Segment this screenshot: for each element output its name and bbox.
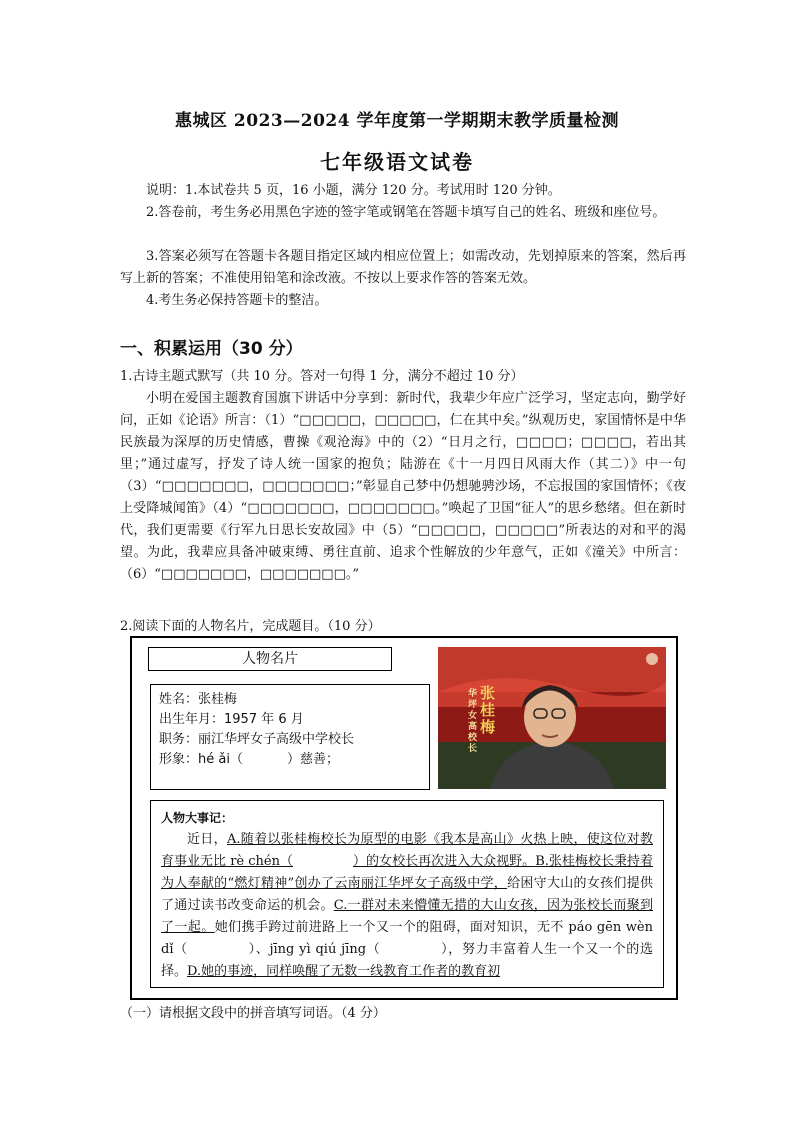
events-mid4: ），努力丰富着人生一个又一个的选择。 (161, 942, 653, 979)
look-prefix: 形象：hé ǎi（ (159, 752, 243, 767)
events-intro: 近日， (187, 832, 227, 847)
photo-caption: 华坪女高校长 (468, 689, 478, 754)
sentence-a: A.随着以张桂梅校长为原型的电影《我本是高山》火热上映，使这位对教育事业无比 rè chén（ (161, 832, 653, 869)
events-mid2: 她们携手跨过前进路上一个又一个的阻碍，面对知识，无不 páo gēn wèn dǐ（ (161, 920, 653, 957)
sentence-b: B.张桂梅校长秉持着为人奉献的“燃灯精神”创办了云南丽江华坪女子高级中学， (161, 854, 653, 891)
sentence-c: C.一群对未来懵懂无措的大山女孩，因为张校长而聚到了一起。 (161, 898, 653, 935)
exam-subtitle: 七年级语文试卷 (320, 150, 474, 174)
photo-name: 张桂梅 (480, 684, 496, 736)
events-title: 人物大事记： (161, 811, 234, 825)
portrait-photo (438, 647, 666, 789)
instruction-2: 2.答卷前，考生务必用黑色字迹的签字笔或钢笔在答题卡填写自己的姓名、班级和座位号。 (146, 205, 666, 220)
person-info-box (150, 684, 430, 790)
events-mid: 给困守大山的女孩们提供了通过读书改变命运的机会。 (161, 876, 653, 913)
sentence-d: D.她的事迹，同样唤醒了无数一线教育工作者的教育初 (187, 964, 501, 979)
sub-question-1: （一）请根据文段中的拼音填写词语。（4 分） (120, 1006, 386, 1021)
instruction-3: 3.答案必须写在答题卡各题目指定区域内相应位置上；如需改动，先划掉原来的答案，然后再写上新的答案；不准使用铅笔和涂改液。不按以上要求作答的答案无效。 (120, 249, 686, 286)
person-name: 姓名：张桂梅 (159, 692, 238, 707)
card-title: 人物名片 (148, 647, 392, 671)
look-suffix: ）慈善； (286, 752, 339, 767)
instruction-1: 说明：1.本试卷共 5 页，16 小题，满分 120 分。考试用时 120 分钟。 (146, 183, 561, 198)
events-text (161, 829, 653, 983)
question-2-title: 2.阅读下面的人物名片，完成题目。（10 分） (120, 619, 381, 634)
question-1-title: 1.古诗主题式默写（共 10 分。答对一句得 1 分，满分不超过 10 分） (120, 369, 524, 384)
question-1-body: 小明在爱国主题教育国旗下讲话中分享到：新时代，我辈少年应广泛学习，坚定志向，勤学好问，正如《论语》所言：（1）“□□□□□，□□□□□，仁在其中矣。”纵观历史，家国情怀是中华民族最为深厚的历史情感，曹操《观沧海》中的（2）“日月之行，□□□□；□□□□，若出其里；”通过虚写，抒发了诗人统一国家的抱负；陆游在《十一月四日风雨大作（其二）》中一句（3）“□□□□□□□，□□□□□□□；”彰显自己梦中仍想驰骋沙场，不忘报国的家国情怀；《夜上受降城闻笛》（4）“□□□□□□□，□□□□□□□。”唤起了卫国“征人”的思乡愁绪。但在新时代，我们更需要《行军九日思长安故园》中（5）“□□□□□，□□□□□”所表达的对和平的渴望。为此，我辈应具备冲破束缚、勇往直前、追求个性解放的少年意气，正如《潼关》中所言：（6）“□□□□□□□，□□□□□□□。” (120, 391, 686, 582)
person-look (159, 750, 421, 770)
instruction-4: 4.考生务必保持答题卡的整洁。 (146, 293, 328, 308)
sentence-a-end: ）的女校长再次进入大众视野。 (353, 854, 536, 869)
exam-title: 惠城区 2023—2024 学年度第一学期期末教学质量检测 (175, 111, 619, 131)
section-heading: 一、积累运用（30 分） (120, 339, 303, 359)
person-birth: 出生年月：1957 年 6 月 (159, 712, 304, 727)
events-box (150, 800, 664, 988)
person-job: 职务：丽江华坪女子高级中学校长 (159, 732, 355, 747)
events-mid3: ）、jīng yì qiú jīng（ (247, 942, 381, 957)
